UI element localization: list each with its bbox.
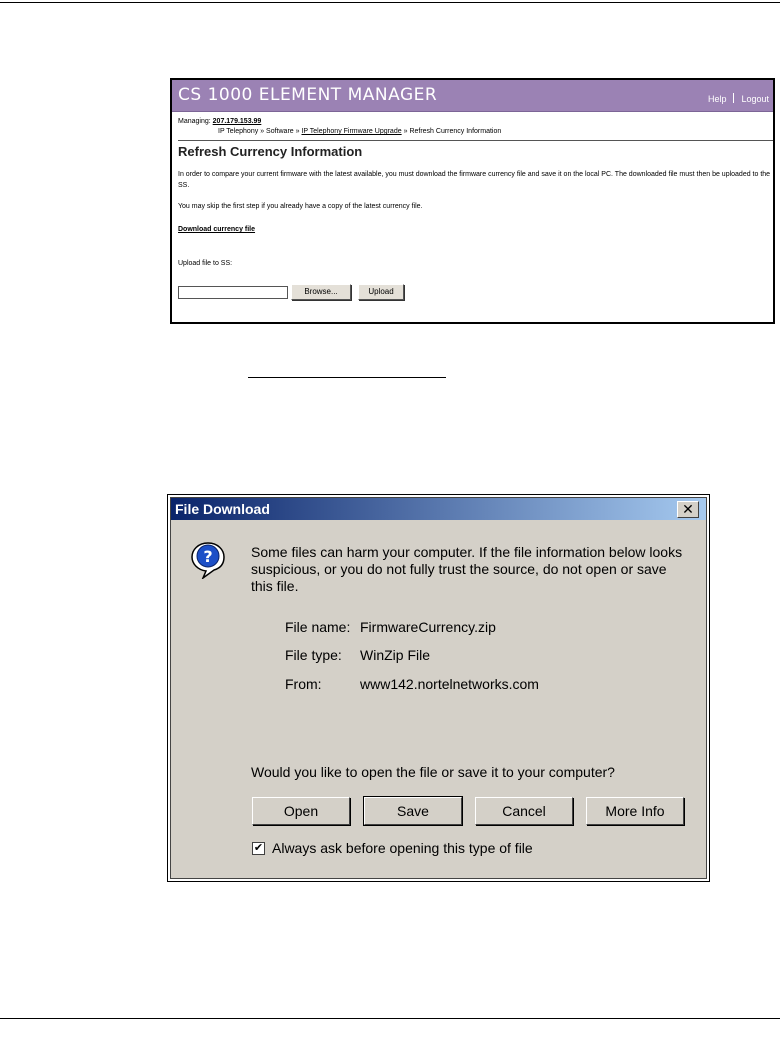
always-ask-label[interactable]: Always ask before opening this type of file [272,840,533,856]
open-or-save-question: Would you like to open the file or save it to your computer? [251,764,615,780]
managing-label: Managing: [178,118,211,125]
skip-note: You may skip the first step if you already have a copy of the latest currency file. [178,203,423,210]
svg-text:?: ? [203,547,213,566]
dialog-frame [167,494,710,882]
file-name-value: FirmwareCurrency.zip [360,619,496,635]
element-manager-window [170,78,775,324]
breadcrumb-sep: » [403,128,408,135]
breadcrumb-software: Software [266,128,294,135]
close-icon[interactable]: ✕ [677,501,699,518]
em-divider [178,140,773,141]
dialog-titlebar[interactable] [171,498,706,520]
logout-link[interactable]: Logout [741,94,769,104]
file-type-label: File type: [285,647,342,663]
from-value: www142.nortelnetworks.com [360,676,539,692]
always-ask-checkbox[interactable]: ✔ [253,842,264,854]
browse-button[interactable]: Browse... [291,284,351,300]
dialog-title: File Download [175,501,270,517]
question-icon [190,541,226,579]
em-title: CS 1000 ELEMENT MANAGER [178,85,438,105]
file-download-dialog [170,497,707,879]
help-link[interactable]: Help [707,94,727,104]
file-type-value: WinZip File [360,647,431,663]
open-button[interactable]: Open [252,797,350,825]
save-button[interactable]: Save [364,797,462,825]
em-header-links [708,93,769,104]
cancel-button[interactable]: Cancel [475,797,573,825]
download-currency-file-link[interactable]: Download currency file [178,226,256,233]
breadcrumb-sep: » [260,128,265,135]
breadcrumb-current: Refresh Currency Information [409,128,502,135]
instructions-paragraph: In order to compare your current firmware with the latest available, you must download the firmware currency file and save it on the local PC. The downloaded file must then be uploaded to the SS. [178,171,771,189]
security-warning-text: Some files can harm your computer. If the file information below looks suspicious, or you do not fully trust the source, do not open or save this file. [251,544,683,594]
breadcrumb-firmware-upgrade-link[interactable]: IP Telephony Firmware Upgrade [301,128,402,135]
more-info-button[interactable]: More Info [586,797,684,825]
file-name-label: File name: [285,619,351,635]
managing-line [178,118,261,125]
managing-ip-link[interactable]: 207.179.153.99 [212,118,262,125]
upload-button[interactable]: Upload [358,284,404,300]
underline-rule [248,377,446,378]
page-top-rule [0,2,780,3]
breadcrumb-sep: » [295,128,300,135]
page-title: Refresh Currency Information [178,144,363,159]
upload-label: Upload file to SS: [178,260,233,267]
breadcrumb [218,128,501,135]
file-path-input[interactable] [178,286,288,299]
link-separator [733,93,734,103]
breadcrumb-ip-telephony: IP Telephony [218,128,259,135]
page-bottom-rule [0,1018,780,1019]
em-header [172,80,773,112]
from-label: From: [285,676,322,692]
